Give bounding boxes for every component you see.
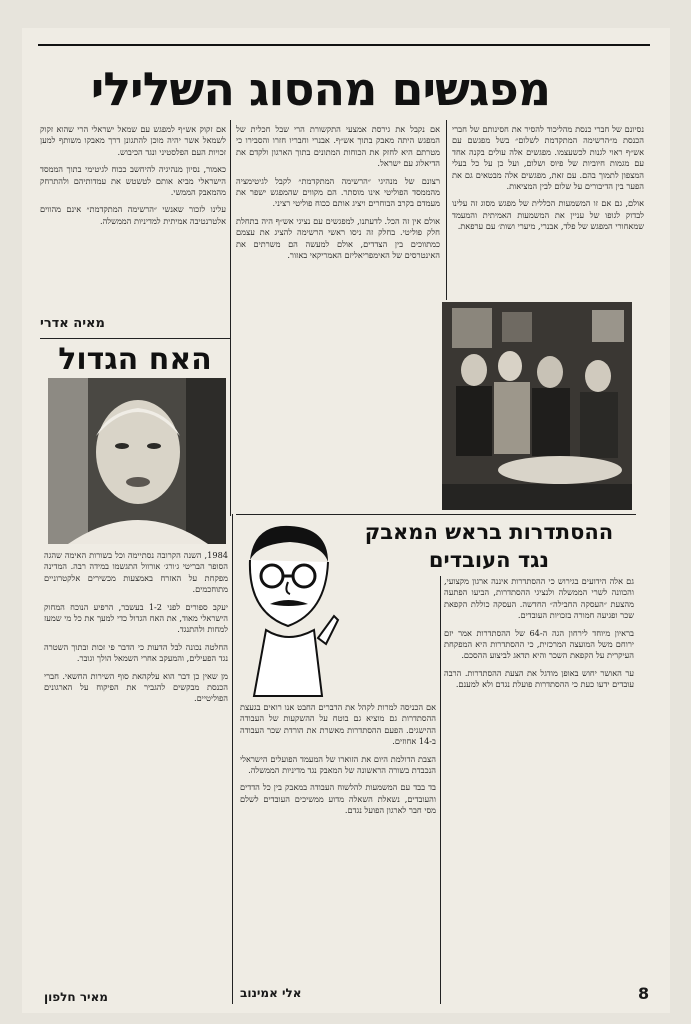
meeting-photo-image bbox=[442, 302, 632, 510]
paragraph: עלינו לזכור שאנשי ״הרשימה המתקדמת״ אינם מהווים אלטרנטיבה אמיתית למדיניות הממשלה. bbox=[40, 204, 226, 226]
page-number: 8 bbox=[638, 984, 650, 1003]
paragraph: יעקב ספורים לפני 1-2 בעשבר, הרפיע הנוכח המחוק הישראלי מאוד, את האח הגדול כדי למעך את כל מי שמעז למחות ולהתנגד. bbox=[44, 601, 228, 635]
article-rule bbox=[236, 514, 636, 515]
author-byline: מאיה אדרי bbox=[40, 316, 105, 331]
paragraph: 1984, השנה הקרובה נסתיימה וכל בשורות האימה שהגה הסופר הבריטי ג׳ורג׳ אורוול התגשמו במידה רבה. המדינה מפקחת על האזרח באמצעות מכשירים אלקטרוניים מתוחכמים. bbox=[44, 550, 228, 595]
author-byline: מאיר חלפון bbox=[44, 990, 108, 1004]
article2-title-line1: ההסתדרות בראש המאבק bbox=[364, 520, 614, 544]
page-headline: מפגשים מהסוג השלילי bbox=[90, 62, 550, 116]
article-col-mid bbox=[236, 124, 440, 510]
box-title: האח הגדול bbox=[58, 342, 212, 377]
caricature-image bbox=[236, 520, 340, 698]
box-rule bbox=[40, 338, 230, 339]
paragraph: בד בבד עם המשמעות להלשוח העבודה במאבק בין כל הדדים והעובדים, נשאלת השאלה מדוע ממשיכים העובדים לשלם מסי חבר לארגון הפועל נגדם. bbox=[240, 782, 436, 816]
paragraph: אם הכניסה למרות לקהל את הדברים החבט אנו רואים בגעצת ההסתדרות גם מוציא גם בוטח על ההשקעות של העבודה ההישגים. הפעם ההסתדרות מאשרת את הורדת שכר העבודה ב-14 אחוזים. bbox=[240, 702, 436, 747]
top-rule bbox=[38, 44, 650, 46]
column-divider bbox=[230, 120, 231, 516]
article2-col-mid bbox=[240, 702, 436, 982]
paragraph: בראיון מיוחד לירחון הגה ה-64 של ההסתדרות אמר יזם ירוחם משל המועצה המרכזית, כי ההסתדרות היא המפקחת העיקרית על הקפאת השכר והיא תדאג לביצוע ההסכם. bbox=[444, 627, 634, 661]
paragraph: אולם, גם אם זו המשמעות הכללית של מפגש מסוג זה עלינו לבדוק לגופו של עניין את המשמעות האמיתית והמעמד שמאחורי המפגש של פלד, אבנרי, מיערי ושות׳ עם ערפאת. bbox=[452, 198, 644, 232]
article-col-left bbox=[40, 124, 226, 314]
paragraph: כאמור, נסיון מנהיגיה להיחשב ככוח לגיטימי בתוך הממסד הישראלי מביא אותם לטשטש את עמדותיהם ולהתרחק מהמאבק הממשי. bbox=[40, 164, 226, 198]
portrait-photo-image bbox=[48, 378, 226, 544]
paragraph: אם נקבל את גירסת אמצעי התקשורת הרי שבל חכלית של המפגש היתה מאבק בתוך אש״ף. אבנרי וחבריו חזרו והסבירו כי מטרתם היא לחזק את הכוחות המתונים בתוך הארגון ולקדם את הדיאלוג עם ישראל. bbox=[236, 124, 440, 169]
paragraph: גם אלה הידועים בגירוש כי ההסתדרות איננה ארגון מקצועי, והכוונה לשרי הממשלה ולנציגי ההסתדרות, הביעו הפתעה מהצעת ״העסקה החבילה״ החדשה. העסקה כוללת הקפאת שכר ופגיעה חמורה בזכויות העובדים. bbox=[444, 576, 634, 621]
paragraph: ער האושר יחוש באופן מודגל את הצעת ההסתדרות. הרבה עובדים ידעו כעת כי ההסתדרות פועלת נגדם ולא למענם. bbox=[444, 667, 634, 690]
paragraph: אולם אין זה הכל. לדעתנו, למפגשים עם נציגי אש״ף היה בתחלת חלק פוליטי. בחלק זה ניסו ראשי הרשימה להציג את עצמם כמתווכים בין הצדדים, אולם למעשה הם משרתים את האינטרסים של האימפריאליזם האמריקאי באזור. bbox=[236, 215, 440, 261]
portrait-photo bbox=[48, 378, 226, 544]
meeting-photo bbox=[442, 302, 632, 510]
article-col-right bbox=[452, 124, 644, 300]
paragraph: החלטה נכונה לבל הדעות כי הדבר פי זכות ובתוך השטרה נגד הפעילים, והמעקב אחרי השמאל הולך וגובר. bbox=[44, 641, 228, 664]
paragraph: מן שאין כן דבר הוא עלקהאת סוף השירות החשאי. חברי הכנסת מבקשים להגביר את הפיקוח על הארגונים הפוליטיים. bbox=[44, 670, 228, 704]
article2-col-right bbox=[444, 576, 634, 996]
caricature-drawing bbox=[236, 520, 340, 698]
box-text bbox=[44, 550, 228, 978]
article2-title-line2: נגד העובדים bbox=[428, 548, 550, 572]
paragraph: נסיונם של חברי כנסת מהליכוד להסיר את חסינותם של חברי הכנסת מ״הרשימה המתקדמת לשלום״ בשל מפגשם עם אש״ף ראוי לגנות לכשעצמו. מפגשים אלה עולים בקנה אחד עם מגמות חיוביות של פיוס ושלום, ועל כן על כל בעלי המצפון לתמוך בהם. עם זאת, מפגשים אלה מבטאים גם את הפער בין הדיבורים על שלום לבין המציאות. bbox=[452, 124, 644, 192]
paragraph: רצונם של מנהיגי ״הרשימה המתקדמת״ לקבל לגיטימציה מהממסד הפוליטי אינו מוסתר. הם מקווים שהמפגש ישפר את מעמדם בקרב הבוחרים ויציג אותם ככוח פוליטי רציני. bbox=[236, 175, 440, 209]
column-divider bbox=[446, 120, 447, 300]
box-divider bbox=[232, 514, 233, 1004]
column-divider bbox=[440, 576, 441, 1004]
paragraph: הצבת הדולמת היום את הזוארו של המעמד הפועלים הישראלי הנכבדת בשורה הראשונה של המאבק נגד מדיניות הממשלה. bbox=[240, 753, 436, 776]
paragraph: אם זקוק אש״ף למפגש עם שמאל ישראלי הרי שהוא זקוק לשמאל אשר יהיה מוכן להתגונן דרך מאבקו משותף למען זכויות העם הפלסטיני ונגד הכיבוש. bbox=[40, 124, 226, 157]
author-byline: אלי אמינוב bbox=[240, 986, 302, 1000]
